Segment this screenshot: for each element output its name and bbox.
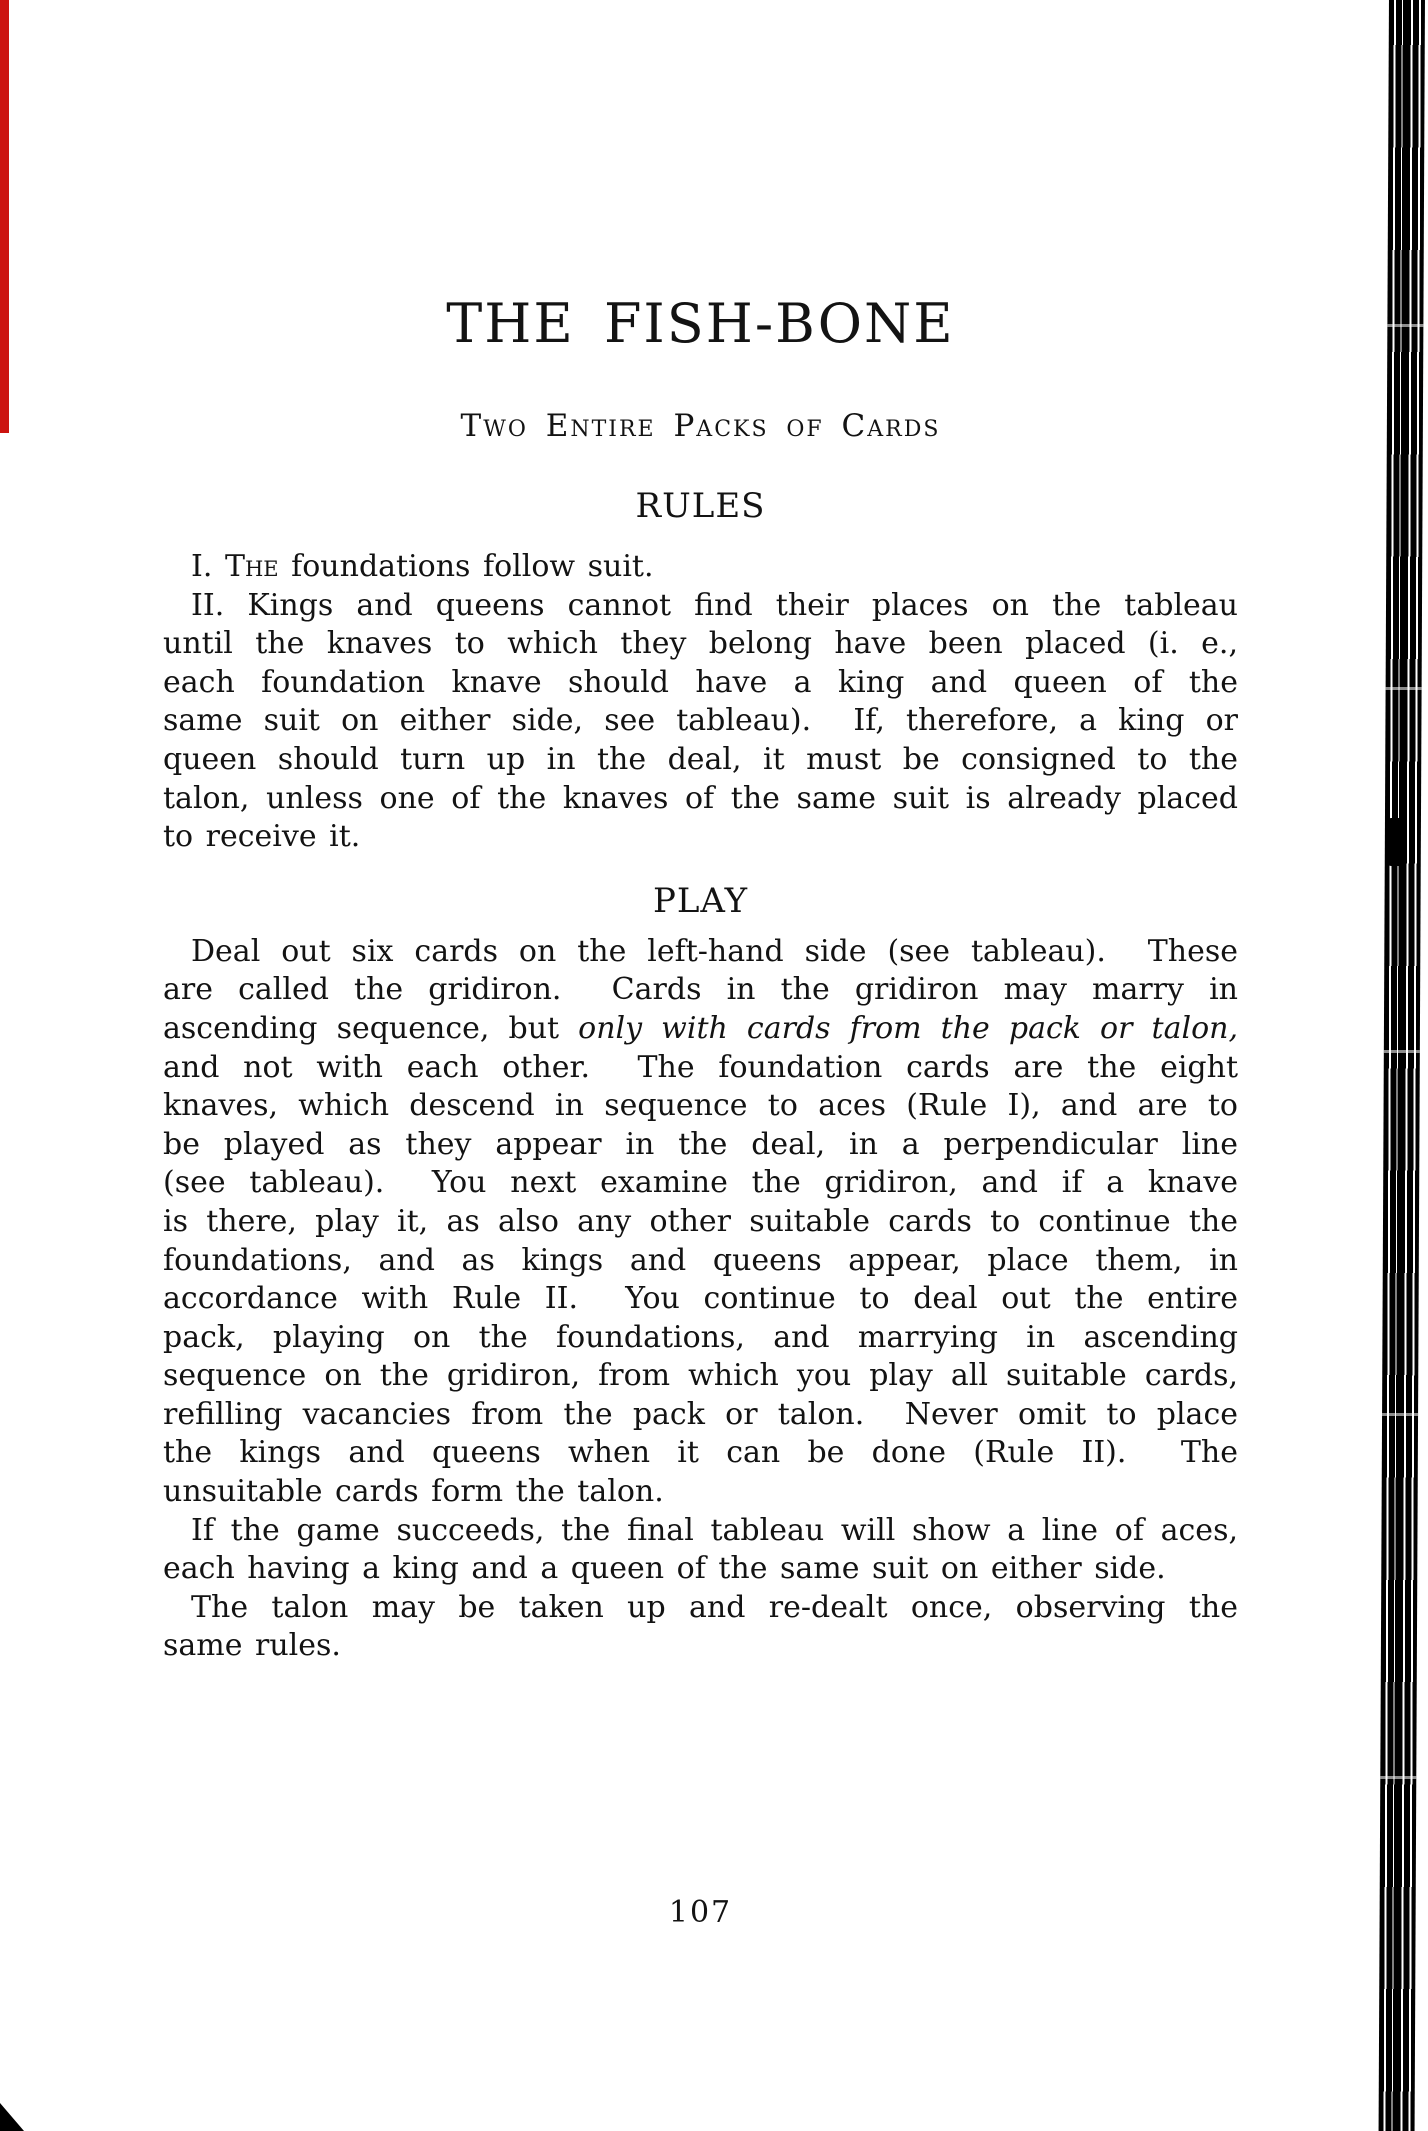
book-binding-edge (1379, 0, 1425, 2131)
text-line: and not with each other. The foundation cards are the eight (163, 1049, 1238, 1085)
play-paragraph-2 (163, 1512, 1238, 1589)
rule-1-smallcaps: The (224, 549, 279, 584)
subtitle: Two Entire Packs of Cards (460, 408, 941, 444)
text-line: If the game succeeds, the final tableau will show a line of aces, (191, 1512, 1238, 1548)
text-segment: ascending sequence, but (163, 1010, 579, 1046)
text-line: refilling vacancies from the pack or talon. Never omit to place (163, 1396, 1238, 1432)
text-line: each having a king and a queen of the same suit on either side. (163, 1551, 1166, 1587)
text-line: knaves, which descend in sequence to aces (Rule I), and are to (163, 1088, 1238, 1124)
red-ribbon-mark (0, 0, 9, 433)
text-line: queen should turn up in the deal, it must be consigned to the (163, 741, 1238, 777)
text-line: sequence on the gridiron, from which you play all suitable cards, (163, 1358, 1238, 1394)
page-title: THE FISH-BONE (446, 292, 955, 355)
text-line: Deal out six cards on the left-hand side (see tableau). These (191, 933, 1238, 969)
play-paragraph-1 (163, 933, 1238, 1512)
text-line: the kings and queens when it can be done (Rule II). The (163, 1435, 1238, 1471)
text-line: The talon may be taken up and re-dealt once, observing the (191, 1589, 1238, 1625)
text-line: be played as they appear in the deal, in a perpendicular line (163, 1126, 1238, 1162)
play-heading: PLAY (652, 880, 749, 921)
text-line: to receive it. (163, 819, 361, 855)
text-line: II. Kings and queens cannot find their places on the tableau (191, 587, 1238, 623)
text-line: same rules. (163, 1628, 341, 1664)
rule-2-paragraph (163, 587, 1238, 857)
text-block (163, 0, 1238, 1930)
text-line: same suit on either side, see tableau). If, therefore, a king or (163, 703, 1238, 739)
rule-1-numeral: I. (191, 549, 225, 584)
play-paragraph-3 (163, 1589, 1238, 1666)
text-line: unsuitable cards form the talon. (163, 1474, 664, 1510)
text-line: (see tableau). You next examine the gridiron, and if a knave (163, 1165, 1238, 1201)
text-line: is there, play it, as also any other suitable cards to continue the (163, 1203, 1238, 1239)
text-line: pack, playing on the foundations, and marrying in ascending (163, 1319, 1238, 1355)
text-line: foundations, and as kings and queens appear, place them, in (163, 1242, 1238, 1278)
page-number: 107 (668, 1895, 733, 1931)
rule-1-text: foundations follow suit. (278, 549, 654, 584)
text-line: are called the gridiron. Cards in the gridiron may marry in (163, 972, 1238, 1008)
text-line-with-italic (163, 1010, 1238, 1049)
rules-heading: RULES (635, 486, 766, 526)
text-line: accordance with Rule II. You continue to deal out the entire (163, 1281, 1238, 1317)
rule-1-line (163, 548, 1238, 587)
italic-text-segment: only with cards from the pack or talon, (578, 1010, 1239, 1046)
text-line: talon, unless one of the knaves of the same suit is already placed (163, 780, 1238, 816)
text-line: until the knaves to which they belong have been placed (i. e., (163, 626, 1238, 662)
text-line: each foundation knave should have a king and queen of the (163, 664, 1238, 700)
binding-dark-spot (1388, 818, 1403, 866)
page-corner-mark (0, 2103, 24, 2131)
